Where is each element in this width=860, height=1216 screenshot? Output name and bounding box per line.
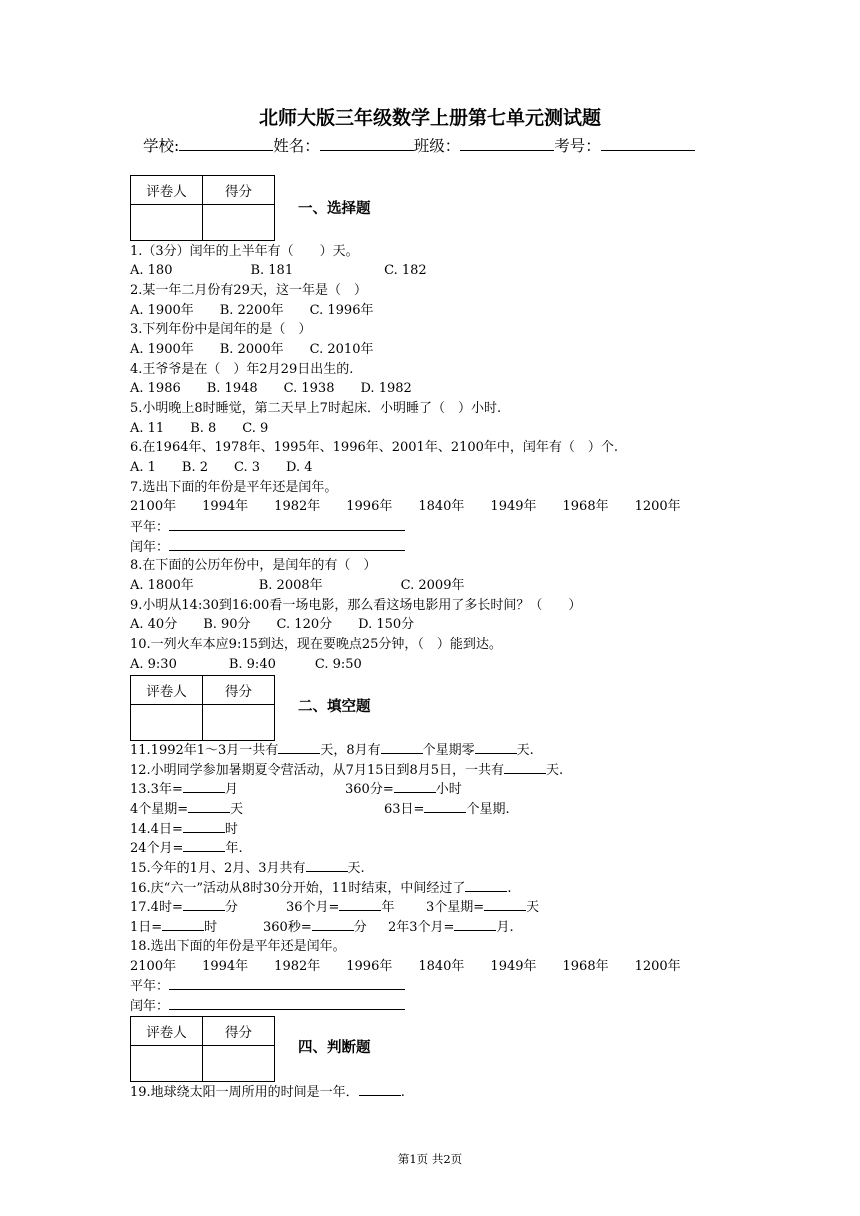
question-13-row-1-right: [345, 779, 462, 800]
question-13-row-2: [130, 799, 243, 820]
school-label: 学校:: [143, 137, 180, 155]
page-title: 北师大版三年级数学上册第七单元测试题: [258, 107, 601, 129]
q13-text-c: 360分=: [345, 782, 394, 797]
q16-text-a: 16.庆“六一”活动从8时30分开始，11时结束，中间经过了: [130, 881, 466, 896]
q14-blank-1[interactable]: [183, 819, 225, 833]
q17-text-h: 时: [204, 920, 218, 935]
student-info-line: [143, 134, 695, 156]
question-18: 18.选出下面的年份是平年还是闰年。: [130, 939, 346, 954]
q17-text-b: 分: [224, 900, 238, 915]
q13-text-f: 天: [230, 802, 244, 817]
q17-blank-5[interactable]: [312, 917, 354, 931]
score-cell[interactable]: [203, 1046, 275, 1082]
section-title-choice: 一、选择题: [298, 201, 371, 217]
leap-year-answer-line[interactable]: [169, 996, 405, 1010]
question-17-row-1: [130, 897, 238, 918]
school-blank[interactable]: [179, 134, 273, 151]
q13-blank-3[interactable]: [188, 799, 230, 813]
leap-year-label: 闰年：: [130, 540, 170, 555]
q13-text-e: 4个星期=: [130, 802, 189, 817]
q13-blank-4[interactable]: [424, 799, 466, 813]
question-7-years: 2100年 1994年 1982年 1996年 1840年 1949年 1968年 1200年: [130, 499, 681, 514]
reviewer-cell[interactable]: [131, 705, 203, 741]
question-10: 10.一列火车本应9:15到达，现在要晚点25分钟，（ ）能到达。: [130, 637, 502, 652]
score-cell[interactable]: [203, 705, 275, 741]
question-8-options: A. 1800年 B. 2008年 C. 2009年: [130, 578, 465, 593]
leap-year-label: 闰年：: [130, 999, 170, 1014]
question-1: 1.（3分）闰年的上半年有（ ）天。: [130, 244, 359, 259]
question-5: 5.小明晚上8时睡觉，第二天早上7时起床．小明睡了（ ）小时.: [130, 401, 502, 416]
q11-text-a: 11.1992年1～3月一共有: [130, 743, 279, 758]
q13-blank-1[interactable]: [183, 779, 225, 793]
section-title-fill: 二、填空题: [298, 699, 371, 715]
q11-blank-2[interactable]: [381, 740, 423, 754]
q17-text-a: 17.4时=: [130, 900, 183, 915]
exam-no-blank[interactable]: [601, 134, 695, 151]
question-14-row-2: [130, 838, 243, 859]
q14-blank-2[interactable]: [183, 838, 225, 852]
question-18-leap-year-row: [130, 996, 405, 1017]
q17-text-j: 分: [353, 920, 367, 935]
section-title-judge: 四、判断题: [298, 1040, 371, 1056]
question-10-options: A. 9:30 B. 9:40 C. 9:50: [130, 657, 362, 672]
question-3: 3.下列年份中是闰年的是（ ）: [130, 322, 312, 337]
reviewer-header: 评卷人: [131, 1017, 203, 1046]
q17-blank-6[interactable]: [454, 917, 496, 931]
class-blank[interactable]: [460, 134, 554, 151]
q12-blank[interactable]: [504, 760, 546, 774]
score-box-2: [130, 675, 275, 741]
q19-text-a: 19.地球绕太阳一周所用的时间是一年．: [130, 1085, 359, 1100]
q17-blank-3[interactable]: [484, 897, 526, 911]
q14-text-a: 14.4日=: [130, 822, 183, 837]
question-3-options: A. 1900年 B. 2000年 C. 2010年: [130, 342, 374, 357]
question-15: [130, 858, 365, 879]
q13-text-h: 个星期.: [466, 802, 510, 817]
reviewer-cell[interactable]: [131, 205, 203, 241]
q17-text-k: 2年3个月=: [388, 920, 455, 935]
leap-year-answer-line[interactable]: [169, 537, 405, 551]
q17-text-i: 360秒=: [263, 920, 312, 935]
question-18-common-year-row: [130, 976, 405, 997]
common-year-label: 平年：: [130, 979, 170, 994]
q11-text-d: 天.: [516, 743, 534, 758]
q15-text-b: 天.: [347, 861, 365, 876]
score-box-1: [130, 175, 275, 241]
question-2: 2.某一年二月份有29天，这一年是（ ）: [130, 283, 367, 298]
common-year-answer-line[interactable]: [169, 976, 405, 990]
question-17-row-2: [130, 917, 217, 938]
score-header: 得分: [203, 676, 275, 705]
question-17-row-1-right: [426, 897, 539, 918]
q16-text-b: .: [507, 881, 512, 896]
question-2-options: A. 1900年 B. 2200年 C. 1996年: [130, 303, 374, 318]
q12-text-a: 12.小明同学参加暑期夏令营活动，从7月15日到8月5日，一共有: [130, 763, 505, 778]
q17-text-g: 1日=: [130, 920, 163, 935]
q11-text-c: 个星期零: [422, 743, 475, 758]
q13-text-g: 63日=: [384, 802, 425, 817]
question-11: [130, 740, 534, 761]
question-18-years: 2100年 1994年 1982年 1996年 1840年 1949年 1968年 1200年: [130, 959, 681, 974]
q11-blank-1[interactable]: [278, 740, 320, 754]
q15-blank[interactable]: [306, 858, 348, 872]
q13-blank-2[interactable]: [394, 779, 436, 793]
question-7-leap-year-row: [130, 537, 405, 558]
score-cell[interactable]: [203, 205, 275, 241]
name-blank[interactable]: [320, 134, 414, 151]
question-13-row-1: [130, 779, 238, 800]
question-17-row-2-right: [388, 917, 514, 938]
question-17-row-2-mid: [263, 917, 367, 938]
q17-blank-1[interactable]: [183, 897, 225, 911]
question-4-options: A. 1986 B. 1948 C. 1938 D. 1982: [130, 381, 412, 396]
q13-text-a: 13.3年=: [130, 782, 183, 797]
name-label: 姓名：: [273, 137, 320, 155]
q13-text-d: 小时: [435, 782, 462, 797]
q17-text-e: 3个星期=: [426, 900, 485, 915]
q11-blank-3[interactable]: [475, 740, 517, 754]
question-8: 8.在下面的公历年份中，是闰年的有（ ）: [130, 558, 377, 573]
common-year-label: 平年：: [130, 520, 170, 535]
q14-text-c: 24个月=: [130, 841, 184, 856]
question-14-row-1: [130, 819, 238, 840]
question-9-options: A. 40分 B. 90分 C. 120分 D. 150分: [130, 617, 415, 632]
q17-text-f: 天: [526, 900, 540, 915]
question-5-options: A. 11 B. 8 C. 9: [130, 421, 269, 436]
q17-blank-2[interactable]: [339, 897, 381, 911]
q13-text-b: 月: [224, 782, 238, 797]
q12-text-b: 天.: [546, 763, 564, 778]
q14-text-b: 时: [224, 822, 238, 837]
score-header: 得分: [203, 1017, 275, 1046]
question-7-common-year-row: [130, 517, 405, 538]
q17-text-d: 年: [381, 900, 395, 915]
question-12: [130, 760, 563, 781]
question-6-options: A. 1 B. 2 C. 3 D. 4: [130, 460, 313, 475]
q11-text-b: 天，8月有: [320, 743, 381, 758]
reviewer-cell[interactable]: [131, 1046, 203, 1082]
score-box-4: [130, 1016, 275, 1082]
q17-text-c: 36个月=: [286, 900, 340, 915]
q15-text-a: 15.今年的1月、2月、3月共有: [130, 861, 306, 876]
reviewer-header: 评卷人: [131, 676, 203, 705]
question-7: 7.选出下面的年份是平年还是闰年。: [130, 480, 338, 495]
reviewer-header: 评卷人: [131, 176, 203, 205]
question-1-options: A. 180 B. 181 C. 182: [130, 263, 427, 278]
score-header: 得分: [203, 176, 275, 205]
question-17-row-1-mid: [286, 897, 394, 918]
question-13-row-2-right: [384, 799, 510, 820]
question-16: [130, 878, 511, 899]
question-19: [130, 1082, 405, 1103]
q17-blank-4[interactable]: [162, 917, 204, 931]
q14-text-d: 年.: [225, 841, 243, 856]
question-4: 4.王爷爷是在（ ）年2月29日出生的.: [130, 362, 354, 377]
question-9: 9.小明从14:30到16:00看一场电影，那么看这场电影用了多长时间？（ ）: [130, 598, 582, 613]
page-footer: 第1页 共2页: [397, 1152, 463, 1166]
common-year-answer-line[interactable]: [169, 517, 405, 531]
q19-text-b: .: [400, 1085, 405, 1100]
question-6: 6.在1964年、1978年、1995年、1996年、2001年、2100年中，闰年有（ ）个.: [130, 440, 619, 455]
q16-blank[interactable]: [465, 878, 507, 892]
q19-blank[interactable]: [359, 1082, 401, 1096]
exam-no-label: 考号：: [554, 137, 601, 155]
q17-text-l: 月.: [496, 920, 514, 935]
class-label: 班级：: [413, 137, 461, 155]
